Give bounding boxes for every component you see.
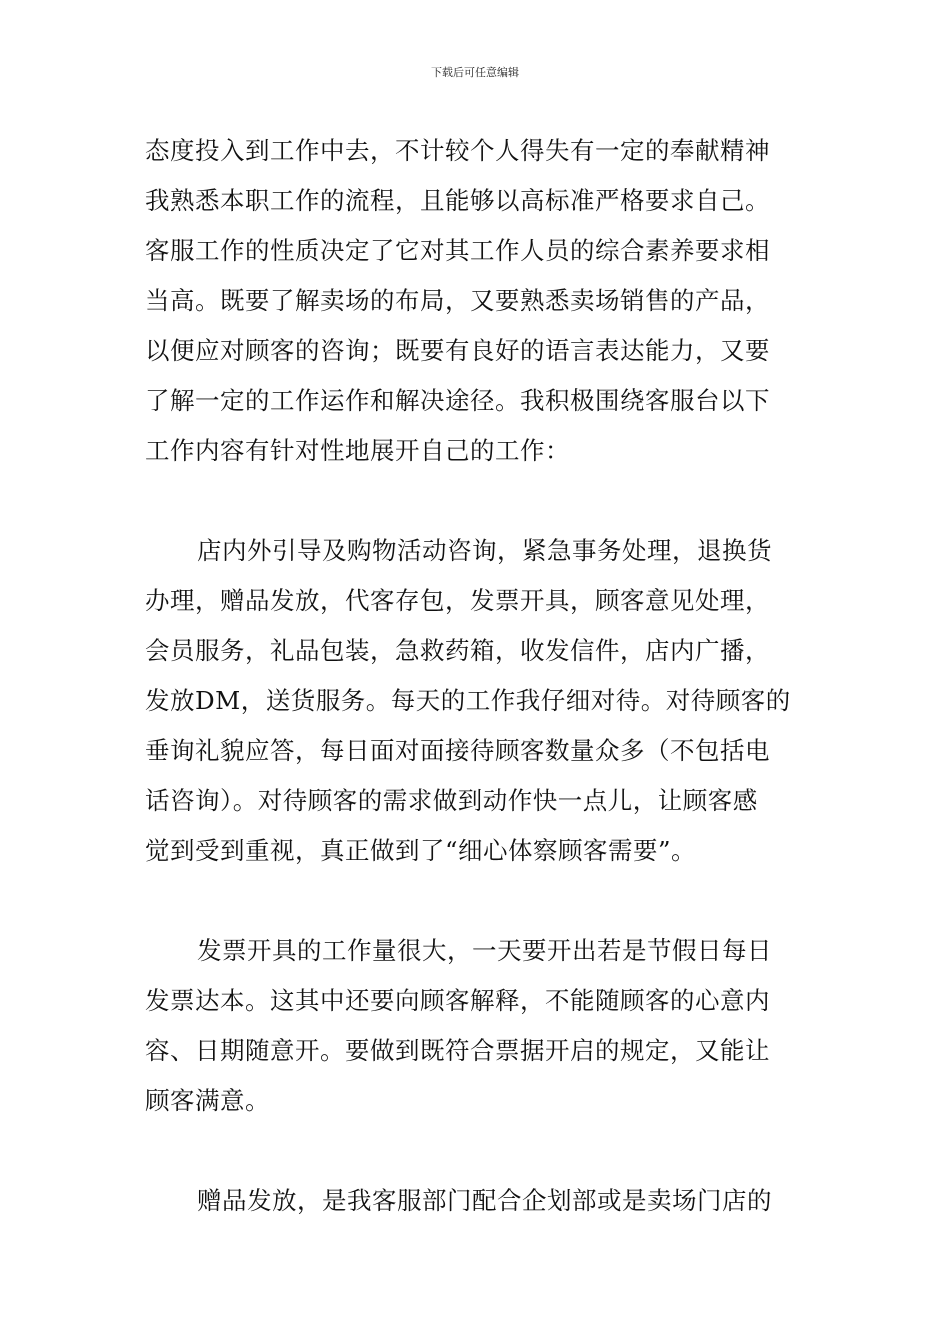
text-line: 客服工作的性质决定了它对其工作人员的综合素养要求相 <box>145 236 770 265</box>
paragraph <box>145 1176 815 1226</box>
text-line: 我熟悉本职工作的流程，且能够以高标准严格要求自己。 <box>145 186 770 215</box>
paragraph-gap <box>145 876 815 926</box>
paragraph-gap <box>145 476 815 526</box>
text-line: 发票达本。这其中还要向顾客解释，不能随顾客的心意内 <box>145 986 770 1015</box>
text-line: 发票开具的工作量很大，一天要开出若是节假日每日 <box>197 936 772 965</box>
document-body <box>145 126 815 1226</box>
text-line: 办理，赠品发放，代客存包，发票开具，顾客意见处理， <box>145 586 770 615</box>
paragraph <box>145 526 815 876</box>
text-line: 会员服务，礼品包装，急救药箱，收发信件，店内广播， <box>145 636 770 665</box>
text-line: 以便应对顾客的咨询；既要有良好的语言表达能力，又要 <box>145 336 770 365</box>
text-line: 容、日期随意开。要做到既符合票据开启的规定，又能让 <box>145 1036 770 1065</box>
page-header: 下载后可任意编辑 <box>431 66 519 79</box>
text-line: 当高。既要了解卖场的布局，又要熟悉卖场销售的产品， <box>145 286 770 315</box>
text-line: 态度投入到工作中去，不计较个人得失有一定的奉献精神 <box>145 136 770 165</box>
text-line: 工作内容有针对性地展开自己的工作： <box>145 436 570 465</box>
paragraph-gap <box>145 1126 815 1176</box>
text-line: 话咨询）。对待顾客的需求做到动作快一点儿，让顾客感 <box>145 786 758 815</box>
text-line: 店内外引导及购物活动咨询，紧急事务处理，退换货 <box>197 536 772 565</box>
text-line: 赠品发放，是我客服部门配合企划部或是卖场门店的 <box>197 1186 772 1215</box>
paragraph <box>145 126 815 476</box>
text-line: 发放DM，送货服务。每天的工作我仔细对待。对待顾客的 <box>145 686 791 715</box>
text-line: 觉到受到重视，真正做到了“细心体察顾客需要”。 <box>145 836 697 865</box>
paragraph <box>145 926 815 1126</box>
text-line: 垂询礼貌应答，每日面对面接待顾客数量众多（不包括电 <box>145 736 770 765</box>
text-line: 顾客满意。 <box>145 1086 270 1115</box>
text-line: 了解一定的工作运作和解决途径。我积极围绕客服台以下 <box>145 386 770 415</box>
